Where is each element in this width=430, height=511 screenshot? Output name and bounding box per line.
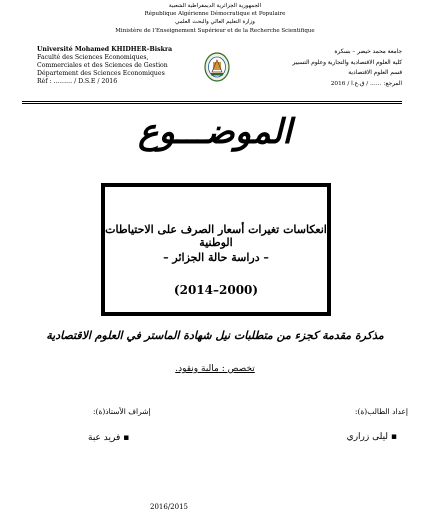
reference-french: Réf : ……… / D.S.E / 2016 — [37, 78, 118, 85]
department-name-arabic: قسم العلوم الاقتصادية — [348, 70, 402, 76]
university-name-french: Université Mohamed KHIDHER–Biskra — [37, 46, 173, 53]
university-name-arabic: جامعة محمد خيضر – بسكرة — [334, 49, 402, 55]
header-divider — [22, 101, 402, 102]
header-ministry-french: Ministère de l’Enseignement Supérieur et de la Recherche Scientifique — [115, 28, 315, 34]
header-republic-french: République Algérienne Démocratique et Populaire — [144, 11, 286, 17]
faculty-name-french-1: Faculté des Sciences Economiques, — [37, 54, 149, 61]
reference-arabic: المرجع: …… / ق.ع.ا / 2016 — [330, 80, 402, 87]
academic-year: 2016/2015 — [150, 503, 188, 511]
header-ministry-arabic: وزارة التعليم العالي والبحث العلمي — [175, 19, 255, 25]
student-name: ▪ ليلى زراري — [346, 432, 397, 442]
header-divider-double — [22, 103, 402, 104]
thesis-title-box — [101, 183, 331, 316]
subject-heading: الموضـــوع — [138, 112, 292, 152]
specialty: تخصص : مالية ونقود. — [175, 364, 255, 374]
thesis-period: (2014–2000) — [173, 283, 259, 297]
prepared-by-label: إعداد الطالب(ة): — [354, 407, 408, 416]
department-name-french: Département des Sciences Economiques — [37, 70, 165, 77]
faculty-name-arabic: كلية العلوم الاقتصادية والتجارية وعلوم التسيير — [292, 59, 402, 66]
institution-block-french — [37, 46, 197, 86]
memo-statement: مذكرة مقدمة كجزء من متطلبات نيل شهادة الماستر في العلوم الاقتصادية — [46, 329, 384, 342]
supervisor-name: ▪ فريد عبة — [88, 433, 130, 443]
thesis-title-line-1: انعكاسات تغيرات أسعار الصرف على الاحتياطات الوطنية — [105, 223, 327, 249]
faculty-name-french-2: Commerciales et des Sciences de Gestion — [37, 62, 168, 69]
supervisor-label: إشراف الأستاذ(ة): — [93, 407, 151, 416]
university-seal-icon — [204, 52, 230, 82]
thesis-title-line-2: – دراسة حالة الجزائر – — [163, 251, 269, 264]
header-republic-arabic: الجمهورية الجزائرية الديمقراطية الشعبية — [168, 3, 262, 9]
institution-block-arabic — [252, 47, 402, 89]
